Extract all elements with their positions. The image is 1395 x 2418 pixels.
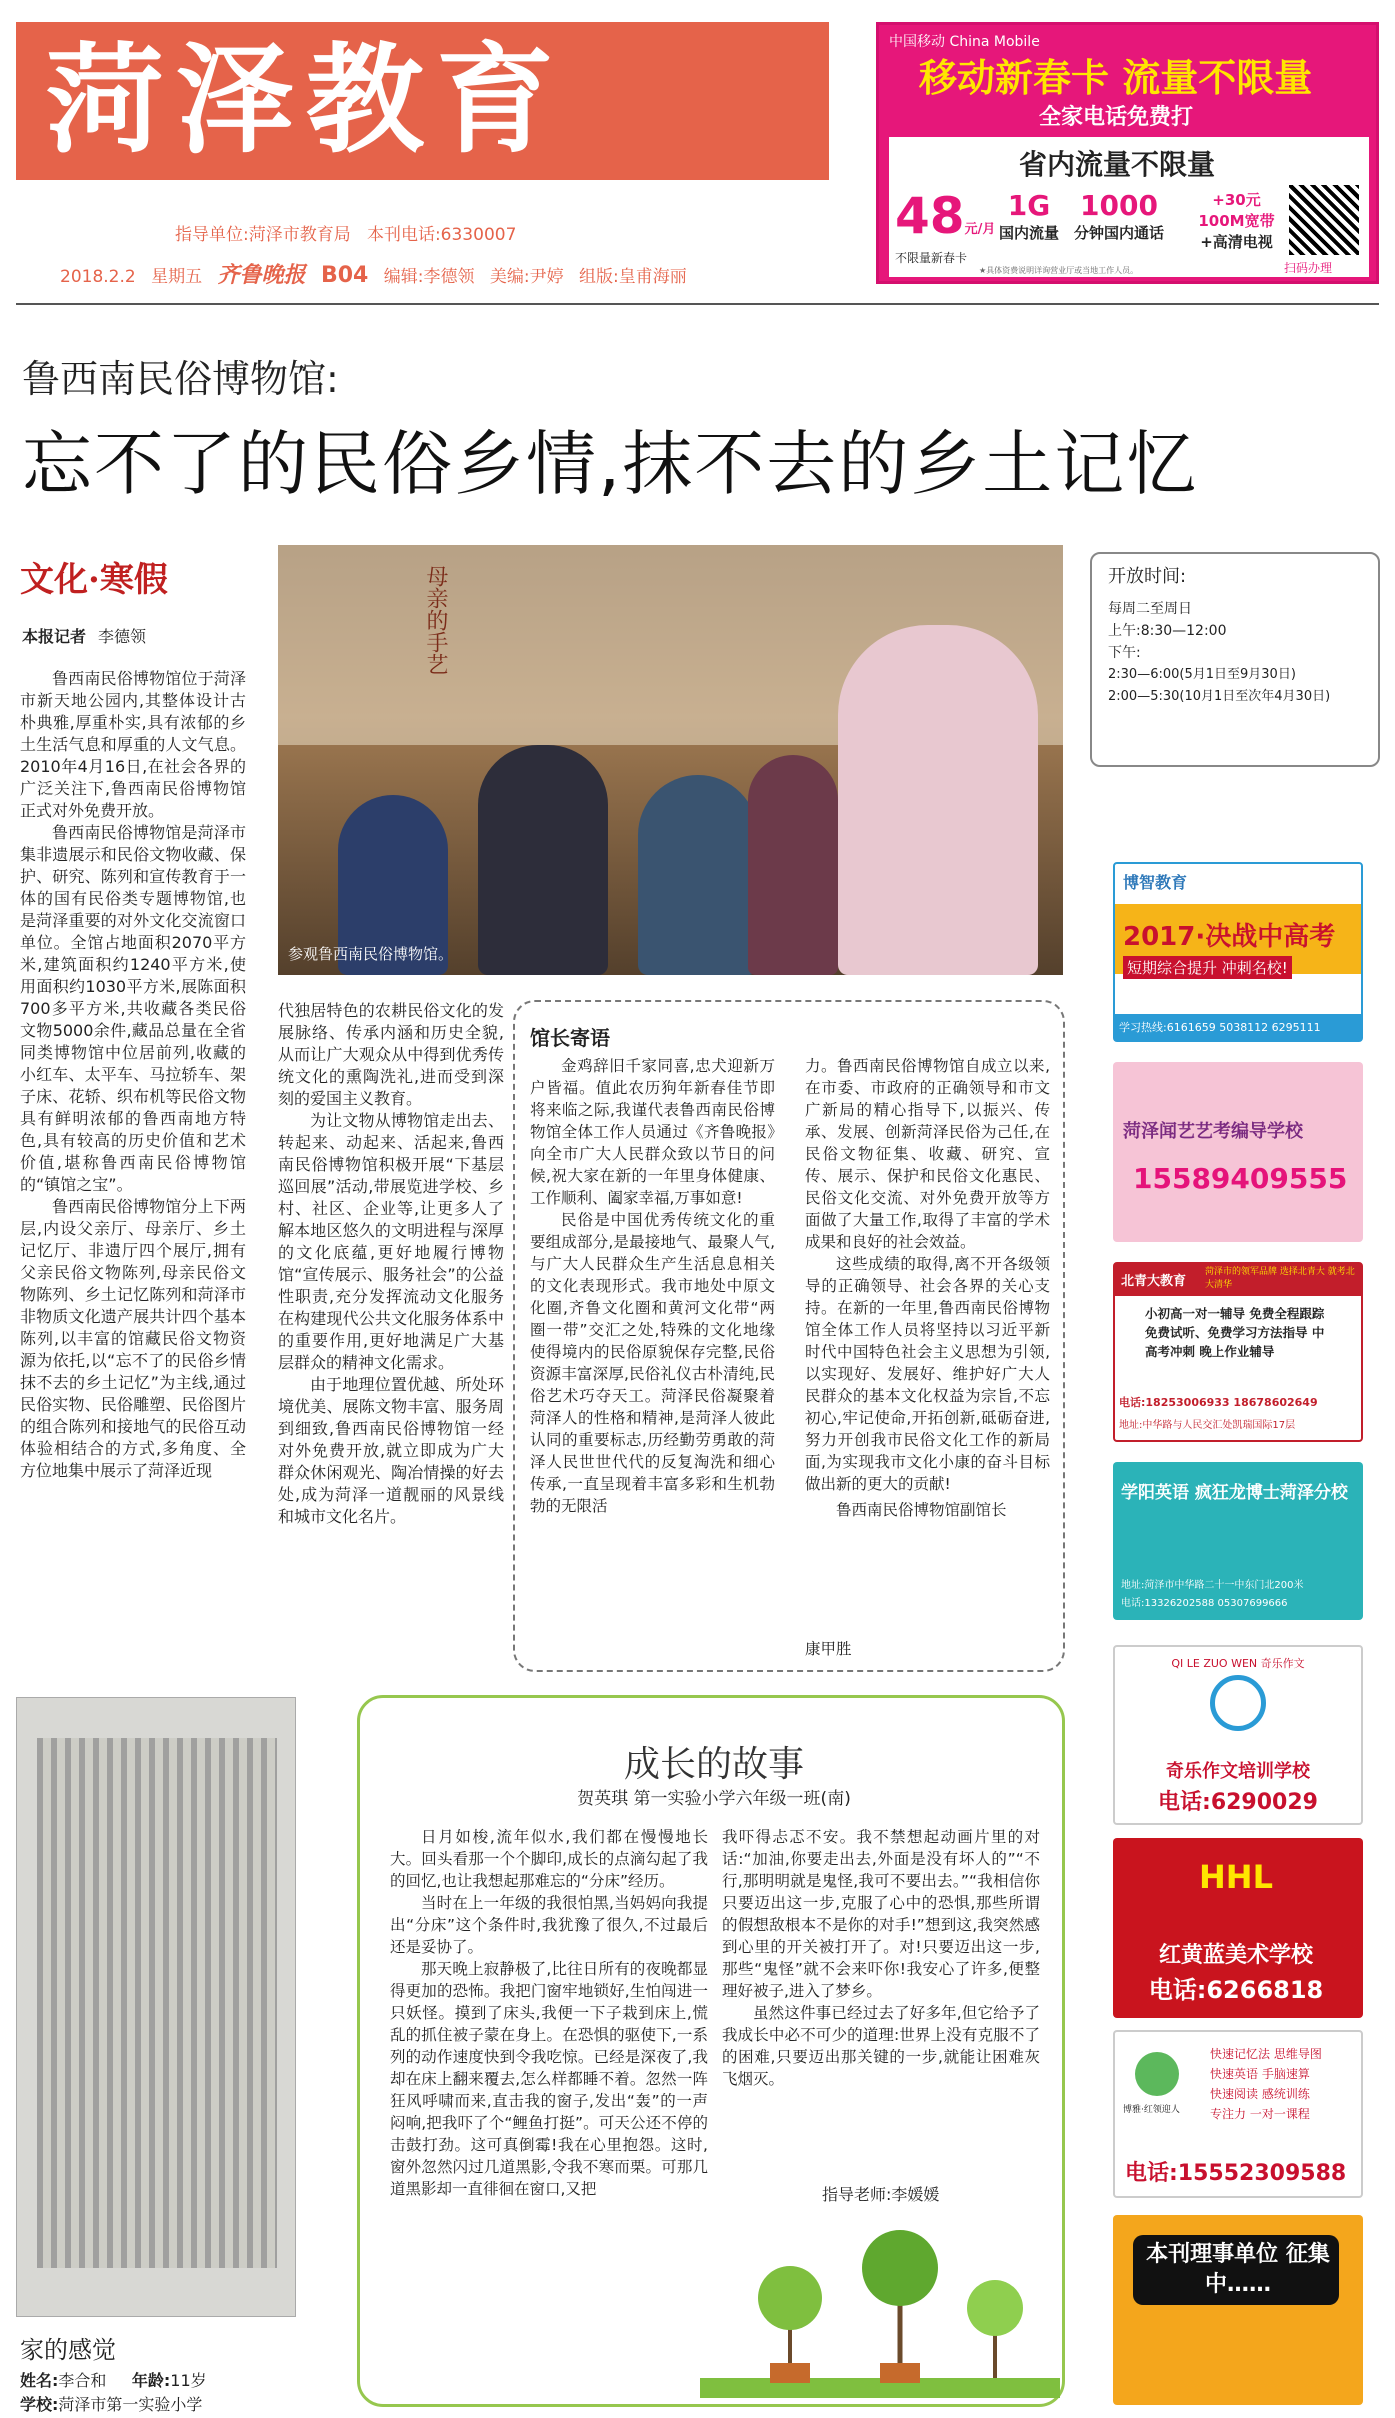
opening-days: 每周二至周日 <box>1108 601 1192 617</box>
photo-wall-text: 母亲的手艺 <box>423 565 448 675</box>
curator-column-2: 力。鲁西南民俗博物馆自成立以来,在市委、市政府的正确领导和市文广新局的精心指导下,以振兴、传承、发展、创新菏泽民俗为己任,在民俗文物征集、收藏、研究、宣传、展示、保护和民俗文化惠民、民俗文化交流、对外免费开放等方面做了大量工作,取得了丰富的学术成果和良好的社会效益。 这些成绩的取得,离不开各级领导的正确领导、社会各界的关心支持。在新的一年里,鲁西南民俗博物馆全体工作人员将坚持以习近平新时代中国特色社会主义思想为引领,以实现好、发展好、维护好广大人民群众的基本文化权益为宗旨,不忘初心,牢记使命,开拓创新,砥砺奋进,努力开创我市民俗文化工作的新局面,为实现我市文化小康的奋斗目标做出新的更大的贡献! 鲁西南民俗博物馆副馆长 <box>805 1057 1050 1519</box>
editor: 编辑:李德领 <box>383 267 475 287</box>
opening-title: 开放时间: <box>1108 566 1187 587</box>
issue-date: 2018.2.2 <box>60 267 136 287</box>
masthead-title: 菏泽教育 <box>46 31 567 169</box>
page-number: B04 <box>320 263 369 288</box>
painting-title: 家的感觉 <box>20 2336 116 2364</box>
story-column-1: 日月如梭,流年似水,我们都在慢慢地长大。回头看那一个个脚印,成长的点滴勾起了我的回忆,也让我想起那难忘的“分床”经历。 当时在上一年级的我很怕黑,当妈妈向我提出“分床”这个条件时,我犹豫了很久,不过最后还是妥协了。 那天晚上寂静极了,比往日所有的夜晚都显得更加的恐怖。我把门窗牢地锁好,生怕闯进一只妖怪。摸到了床头,我便一下子栽到床上,慌乱的抓住被子蒙在身上。在恐惧的驱使下,一系列的动作速度快到令我吃惊。已经是深夜了,我却在床上翻来覆去,怎么样都睡不着。忽然一阵狂风呼啸而来,直击我的窗子,发出“轰”的一声闷响,把我吓了个“鲤鱼打挺”。可天公还不停的击鼓打劲。这可真倒霉!我在心里抱怨。这时,窗外忽然闪过几道黑影,令我不寒而栗。可那几道黑影却一直徘徊在窗口,又把 <box>390 1828 708 2198</box>
article-column-1: 鲁西南民俗博物馆位于菏泽市新天地公园内,其整体设计古朴典雅,厚重朴实,具有浓郁的乡土生活气息和厚重的人文气息。2010年4月16日,在社会各界的广泛关注下,鲁西南民俗博物馆正式对外免费开放。 鲁西南民俗博物馆是菏泽市集非遗展示和民俗文物收藏、保护、研究、陈列和宣传教育于一体的国有民俗类专题博物馆,也是菏泽重要的对外文化交流窗口单位。全馆占地面积2070平方米,建筑面积约1240平方米,使用面积约1030平方米,展陈面积700多平方米,共收藏各类民俗文物5000余件,藏品总量在全省同类博物馆中位居前列,收藏的小红车、太平车、马拉轿车、架子床、花轿、织布机等民俗文物具有鲜明浓郁的鲁西南地方特色,具有较高的历史价值和艺术价值,堪称鲁西南民俗博物馆的“镇馆之宝”。 鲁西南民俗博物馆分上下两层,内设父亲厅、母亲厅、乡土记忆厅、非遗厅四个展厅,拥有父亲民俗文物陈列,母亲民俗文物陈列、乡土记忆陈列和菏泽市非物质文化遗产展共计四个基本陈列,以丰富的馆藏民俗文物资源为依托,以“忘不了的民俗乡情 抹不去的乡土记忆”为主线,通过民俗实物、民俗雕塑、民俗图片的组合陈列和接地气的民俗互动体验相结合的方式,多角度、全方位地集中展示了菏泽近现 <box>20 669 246 1480</box>
article-headline: 忘不了的民俗乡情,抹不去的乡土记忆 <box>22 423 1199 505</box>
ad-item: 1000 分钟国内通话 <box>1074 189 1165 242</box>
ad-beiqingda[interactable]: 北青大教育 菏泽市的领军品牌 选择北青大 就考北大清华 小初高一对一辅导 免费全程跟踪 免费试听、免费学习方法指导 中高考冲刺 晚上作业辅导 电话:18253006933 18678602649 地址:中华路与人民交汇处凯瑞国际17层 <box>1113 1262 1363 1442</box>
byline: 本报记者 李德领 <box>22 627 147 646</box>
photo-child <box>748 755 838 975</box>
story-title: 成长的故事 <box>623 1744 804 1785</box>
painting-name: 姓名:李合和 年龄:11岁 <box>20 2371 207 2390</box>
section-logo: 文化·寒假 <box>20 560 168 600</box>
opening-hours-box <box>1090 552 1380 767</box>
ad-bozhi[interactable]: 博智教育 2017·决战中高考 短期综合提升 冲刺名校! 学习热线:6161659 5038112 6295111 <box>1113 862 1363 1042</box>
ad-offer-box <box>889 137 1369 277</box>
boya-courses: 快速记忆法 思维导图 快速英语 手脑速算 快速阅读 感统训练 专注力 一对一课程 <box>1210 2047 1322 2121</box>
opening-am: 上午:8:30—12:00 <box>1108 623 1227 639</box>
ad-item: 1G 国内流量 <box>999 189 1060 242</box>
curator-signature: 鲁西南民俗博物馆副馆长 <box>836 1501 1007 1519</box>
child-painting <box>16 1697 296 2317</box>
issue-weekday: 星期五 <box>151 267 203 287</box>
ad-xueyang[interactable]: 学阳英语 疯狂龙博士菏泽分校 地址:菏泽市中华路二十一中东门北200米 电话:13326202588 05307699666 <box>1113 1462 1363 1620</box>
ad-sponsor[interactable]: 本刊理事单位 征集中…… <box>1113 2215 1363 2405</box>
ad-wenyi[interactable]: 菏泽闻艺艺考编导学校 15589409555 <box>1113 1062 1363 1242</box>
opening-pm2: 2:00—5:30(10月1日至次年4月30日) <box>1108 689 1331 704</box>
story-teacher: 指导老师:李媛媛 <box>822 2185 940 2204</box>
curator-column-1: 金鸡辞旧千家同喜,忠犬迎新万户皆福。值此农历狗年新春佳节即将来临之际,我谨代表鲁西南民俗博物馆全体工作人员通过《齐鲁晚报》向全市广大人民群众致以节日的问候,祝大家在新的一年里身体健康、工作顺利、阖家幸福,万事如意! 民俗是中国优秀传统文化的重要组成部分,是最接地气、最聚人气,与广大人民群众生产生活息息相关的文化表现形式。我市地处中原文化圈,齐鲁文化圈和黄河文化带“两圈一带”交汇之处,特殊的文化地缘使得境内的民俗原貌保存完整,民俗资源丰富深厚,民俗礼仪古朴清纯,民俗艺术巧夺天工。菏泽民俗凝聚着菏泽人的性格和精神,是菏泽人彼此认同的重要标志,历经勤劳勇敢的菏泽人民世世代代的反复淘洗和细心传承,一直呈现着丰富多彩和生机勃勃的无限活 <box>530 1057 775 1515</box>
photo-guide <box>838 625 1038 975</box>
hotline: 本刊电话:6330007 <box>366 225 517 245</box>
curator-name: 康甲胜 <box>805 1640 852 1658</box>
photo-child <box>478 745 608 975</box>
ad-note: ★具体资费说明详询营业厅或当地工作人员。 <box>979 266 1139 275</box>
ad-item: +30元 100M宽带 +高清电视 <box>1198 191 1275 251</box>
qr-label: 扫码办理 <box>1284 261 1333 275</box>
qile-logo-icon <box>1210 1675 1266 1731</box>
layout-editor: 组版:皇甫海丽 <box>579 267 687 287</box>
story-author: 贺英琪 第一实验小学六年级一班(南) <box>577 1789 851 1809</box>
museum-photo <box>278 545 1063 975</box>
photo-child <box>638 775 758 975</box>
ad-title: 移动新春卡 流量不限量 <box>919 56 1313 100</box>
masthead-banner <box>16 22 829 180</box>
china-mobile-ad[interactable] <box>876 22 1379 284</box>
ad-qile[interactable]: QI LE ZUO WEN 奇乐作文 奇乐作文培训学校 电话:6290029 <box>1113 1645 1363 1825</box>
curator-title: 馆长寄语 <box>530 1026 610 1050</box>
trees-illustration <box>700 2228 1060 2398</box>
ad-hhl[interactable]: HHL 红黄蓝美术学校 电话:6266818 <box>1113 1838 1363 2018</box>
ad-price-note: 不限量新春卡 <box>895 251 968 265</box>
opening-pm-label: 下午: <box>1108 645 1141 661</box>
qr-code-icon[interactable] <box>1289 185 1359 255</box>
art-editor: 美编:尹婷 <box>489 267 564 287</box>
painting-school: 学校:菏泽市第一实验小学 <box>20 2395 203 2414</box>
header-rule <box>16 303 1379 305</box>
ad-price: 48元/月 <box>895 187 996 245</box>
article-kicker: 鲁西南民俗博物馆: <box>22 357 339 401</box>
article-column-2: 代独居特色的农耕民俗文化的发展脉络、传承内涵和历史全貌,从而让广大观众从中得到优秀传统文化的熏陶洗礼,进而受到深刻的爱国主义教育。 为让文物从博物馆走出去、转起来、动起来、活起来,鲁西南民俗博物馆积极开展“下基层巡回展”活动,带展览进学校、乡村、社区、企业等,让更多人了解本地区悠久的文明进程与深厚的文化底蕴,更好地履行博物馆“宣传展示、服务社会”的公益性职责,充分发挥流动文化服务在构建现代公共文化服务体系中的重要作用,更好地满足广大基层群众的精神文化需求。 由于地理位置优越、所处环境优美、展陈文物丰富、服务周到细致,鲁西南民俗博物馆一经对外免费开放,就立即成为广大群众休闲观光、陶冶情操的好去处,成为菏泽一道靓丽的风景线和城市文化名片。 <box>278 1001 504 1526</box>
paper-logo: 齐鲁晚报 <box>217 262 306 288</box>
story-column-2: 我吓得忐忑不安。我不禁想起动画片里的对话:“加油,你要走出去,外面是没有坏人的”“不行,那明明就是鬼怪,我可不要出去。”“我相信你只要迈出这一步,克服了心中的恐惧,那些所谓的假想敌根本不是你的对手!”想到这,我突然感到心里的开关被打开了。对!只要迈出这一步,那些“鬼怪”就不会来吓你!我安心了许多,便整理好被子,进入了梦乡。 虽然这件事已经过去了好多年,但它给予了我成长中必不可少的道理:世界上没有克服不了的困难,只要迈出那关键的一步,就能让困难灰飞烟灭。 <box>722 1828 1040 2088</box>
story-box <box>357 1695 1065 2407</box>
ad-subtitle: 全家电话免费打 <box>1039 105 1194 130</box>
china-mobile-logo: 中国移动 China Mobile <box>889 34 1040 50</box>
photo-caption: 参观鲁西南民俗博物馆。 <box>288 945 454 963</box>
masthead-info-line <box>175 220 516 245</box>
guide-unit: 指导单位:菏泽市教育局 <box>175 225 351 245</box>
masthead-date-line <box>60 258 697 289</box>
painting-artwork <box>37 1738 277 2268</box>
ad-flow: 省内流量不限量 <box>1019 148 1216 181</box>
boya-logo-icon <box>1135 2052 1179 2096</box>
opening-pm1: 2:30—6:00(5月1日至9月30日) <box>1108 667 1296 682</box>
ad-boya[interactable]: 博雅·红领迎人 快速记忆法 思维导图 快速英语 手脑速算 快速阅读 感统训练 专注力 一对一课程 电话:15552309588 <box>1113 2030 1363 2198</box>
